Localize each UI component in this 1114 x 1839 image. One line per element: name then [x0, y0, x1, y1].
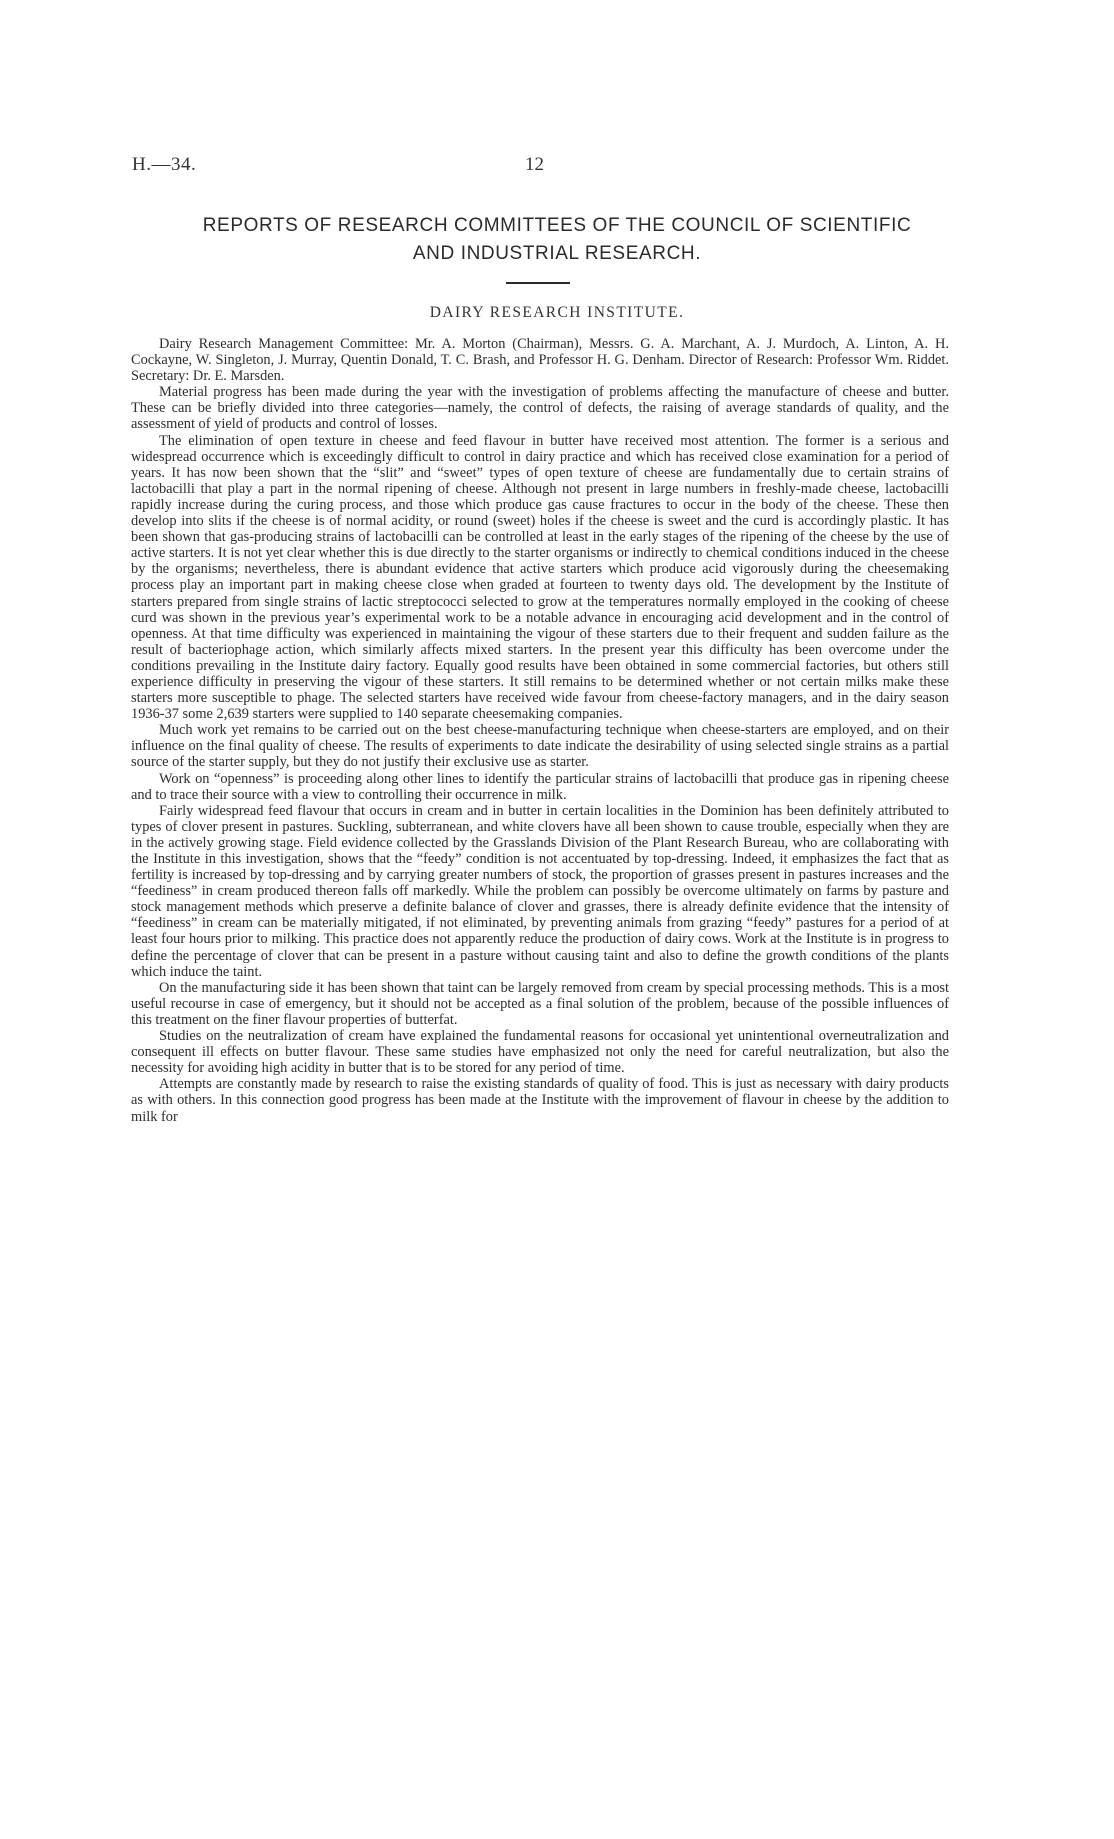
report-title-line-1: REPORTS OF RESEARCH COMMITTEES OF THE COUNCIL OF SCIENTIFIC	[202, 215, 912, 236]
body-text	[131, 336, 949, 1125]
report-title-line-2: AND INDUSTRIAL RESEARCH.	[412, 243, 702, 264]
paragraph-openness: Work on “openness” is proceeding along other lines to identify the particular strains of lactobacilli that produce gas in ripening cheese and to trace their source with a view to controlling their occurrence in milk.	[131, 770, 949, 803]
paragraph-committee: Dairy Research Management Committee: Mr. A. Morton (Chairman), Messrs. G. A. Marchant, A. J. Murdoch, A. Linton, A. H. Cockayne, W. Singleton, J. Murray, Quentin Donald, T. C. Brash, and Professor H. G. Denham. Director of Research: Professor Wm. Riddet. Secretary: Dr. E. Marsden.	[131, 336, 949, 385]
title-divider	[506, 282, 570, 284]
paragraph-neutralization: Studies on the neutralization of cream have explained the fundamental reasons for occasional yet unintentional overneutralization and consequent ill effects on butter flavour. These same studies have emphasized not only the need for careful neutralization, but also the necessity for avoiding high acidity in butter that is to be stored for any period of time.	[131, 1028, 949, 1077]
paragraph-cheese-starters: Much work yet remains to be carried out on the best cheese-manufacturing technique when cheese-starters are employed, and on their influence on the final quality of cheese. The results of experiments to date indicate the desirability of using selected single strains as a partial source of the starter supply, but they do not justify their exclusive use as starter.	[131, 722, 949, 771]
paragraph-quality-standards: Attempts are constantly made by research to raise the existing standards of quality of food. This is just as necessary with dairy products as with others. In this connection good progress has been made at the Institute with the improvement of flavour in cheese by the addition to milk for	[131, 1076, 949, 1125]
paragraph-feed-flavour: Fairly widespread feed flavour that occurs in cream and in butter in certain localities in the Dominion has been definitely attributed to types of clover present in pastures. Suckling, subterranean, and white clovers have all been shown to cause trouble, especially when they are in the actively growing stage. Field evidence collected by the Grasslands Division of the Plant Research Bureau, who are collaborating with the Institute in this investigation, shows that the “feedy” condition is not accentuated by top-dressing. Indeed, it emphasizes the fact that as fertility is increased by top-dressing and by carrying greater numbers of stock, the proportion of grasses present in pastures increases and the “feediness” in cream produced thereon falls off markedly. While the problem can possibly be overcome ultimately on farms by pasture and stock management methods which preserve a definite balance of clover and grasses, there is already definite evidence that the intensity of “feediness” in cream can be materially mitigated, if not eliminated, by preventing animals from grazing “feedy” pastures for a period of at least four hours prior to milking. This practice does not apparently reduce the production of dairy cows. Work at the Institute is in progress to define the percentage of clover that can be present in a pasture without causing taint and also to define the growth conditions of the plants which induce the taint.	[131, 802, 949, 980]
page-number: 12	[525, 154, 544, 175]
paragraph-open-texture: The elimination of open texture in cheese and feed flavour in butter have received most attention. The former is a serious and widespread occurrence which is exceedingly difficult to control in dairy practice and which has received close examination for a period of years. It has now been shown that the “slit” and “sweet” types of open texture of cheese are fundamentally due to certain strains of lactobacilli that play a part in the normal ripening of cheese. Although not present in large numbers in freshly-made cheese, lactobacilli rapidly increase during the curing process, and those which produce gas cause fractures to occur in the body of the cheese. These then develop into slits if the cheese is of normal acidity, or round (sweet) holes if the cheese is sweet and the curd is accordingly plastic. It has been shown that gas-producing strains of lactobacilli can be controlled at least in the early stages of the ripening of the cheese by the use of active starters. It is not yet clear whether this is due directly to the starter organisms or indirectly to chemical conditions induced in the cheese by the organisms; nevertheless, there is abundant evidence that active starters which produce acid vigorously during the cheesemaking process play an important part in making cheese close when graded at fourteen to twenty days old. The development by the Institute of starters prepared from single strains of lactic streptococci selected to grow at the temperatures normally employed in the cooking of cheese curd was shown in the previous year’s experimental work to be a notable advance in encouraging acid development and in the control of openness. At that time difficulty was experienced in maintaining the vigour of these starters due to their frequent and sudden failure as the result of bacteriophage action, which similarly affects mixed starters. In the present year this difficulty has been overcome under the conditions prevailing in the Institute dairy factory. Equally good results have been obtained in some commercial factories, but others still experience difficulty in preserving the vigour of these starters. It still remains to be determined whether or not certain milks make these starters more susceptible to phage. The selected starters have received wide favour from cheese-factory managers, and in the dairy season 1936-37 some 2,639 starters were supplied to 140 separate cheesemaking companies.	[131, 432, 949, 723]
section-heading: DAIRY RESEARCH INSTITUTE.	[429, 304, 685, 321]
report-title	[100, 212, 1014, 268]
paragraph-manufacturing: On the manufacturing side it has been shown that taint can be largely removed from cream by special processing methods. This is a most useful recourse in case of emergency, but it should not be accepted as a final solution of the problem, because of the possible influences of this treatment on the finer flavour properties of butterfat.	[131, 979, 949, 1028]
paragraph-progress: Material progress has been made during the year with the investigation of problems affecting the manufacture of cheese and butter. These can be briefly divided into three categories—namely, the control of defects, the raising of average standards of quality, and the assessment of yield of products and control of losses.	[131, 384, 949, 433]
running-head: H.—34.	[132, 154, 197, 175]
